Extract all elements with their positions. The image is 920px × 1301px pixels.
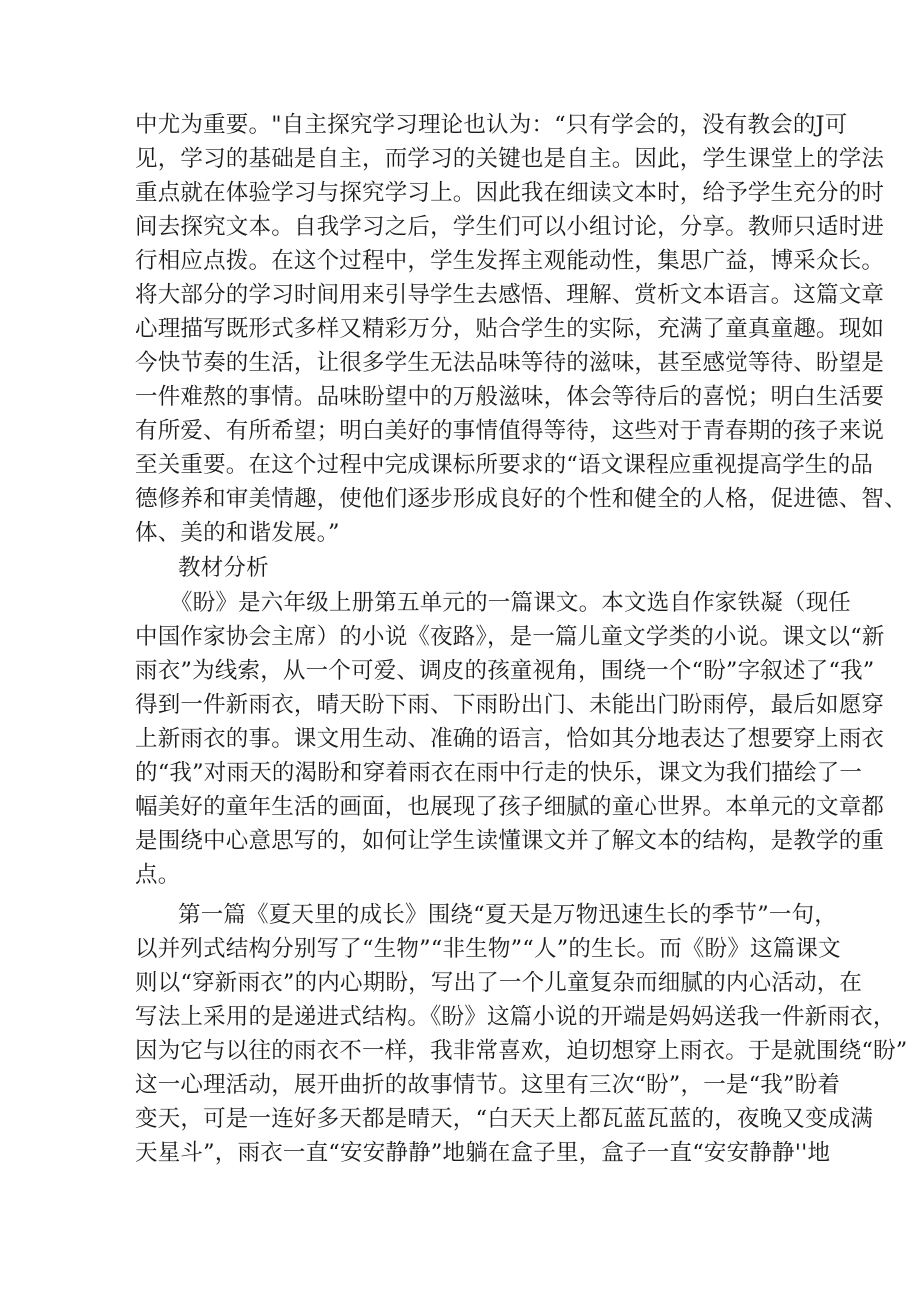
paragraph-line: 点。	[135, 862, 181, 888]
paragraph-line: 中尤为重要。"自主探究学习理论也认为：“只有学会的，没有教会的J可	[135, 112, 848, 138]
paragraph-line: 幅美好的童年生活的画面，也展现了孩子细腻的童心世界。本单元的文章都	[135, 794, 885, 820]
paragraph-line: 雨衣”为线索，从一个可爱、调皮的孩童视角，围绕一个“盼”字叙述了“我”	[135, 658, 875, 684]
paragraph-line: 德修养和审美情趣，使他们逐步形成良好的个性和健全的人格，促进德、智、	[135, 486, 907, 512]
paragraph-line: 体、美的和谐发展。”	[135, 520, 340, 546]
paragraph-line: 《盼》是六年级上册第五单元的一篇课文。本文选自作家铁凝（现任	[170, 590, 852, 616]
paragraph-line: 心理描写既形式多样又精彩万分，贴合学生的实际，充满了童真童趣。现如	[135, 316, 885, 342]
paragraph-line: 这一心理活动，展开曲折的故事情节。这里有三次“盼”，一是“我”盼着	[135, 1072, 841, 1098]
paragraph-line: 有所爱、有所希望；明白美好的事情值得等待，这些对于青春期的孩子来说	[135, 418, 885, 444]
paragraph-line: 得到一件新雨衣，晴天盼下雨、下雨盼出门、未能出门盼雨停，最后如愿穿	[135, 692, 885, 718]
paragraph-line: 行相应点拨。在这个过程中，学生发挥主观能动性，集思广益，博采众长。	[135, 248, 885, 274]
paragraph-line: 变天，可是一连好多天都是晴天，“白天天上都瓦蓝瓦蓝的，夜晚又变成满	[135, 1106, 874, 1132]
paragraph-line: 的“我”对雨天的渴盼和穿着雨衣在雨中行走的快乐，课文为我们描绘了一	[135, 760, 863, 786]
paragraph-line: 以并列式结构分别写了“生物”“非生物”“人”的生长。而《盼》这篇课文	[135, 936, 841, 962]
paragraph-line: 是围绕中心意思写的，如何让学生读懂课文并了解文本的结构，是教学的重	[135, 828, 885, 854]
paragraph-line: 将大部分的学习时间用来引导学生去感悟、理解、赏析文本语言。这篇文章	[135, 282, 885, 308]
section-heading: 教材分析	[178, 555, 269, 581]
paragraph-line: 中国作家协会主席）的小说《夜路》，是一篇儿童文学类的小说。课文以“新	[135, 624, 885, 650]
paragraph-line: 因为它与以往的雨衣不一样，我非常喜欢，迫切想穿上雨衣。于是就围绕“盼”	[135, 1038, 908, 1064]
paragraph-line: 至关重要。在这个过程中完成课标所要求的“语文课程应重视提高学生的品	[135, 452, 874, 478]
paragraph-line: 一件难熬的事情。品味盼望中的万般滋味，体会等待后的喜悦；明白生活要	[135, 384, 885, 410]
paragraph-line: 上新雨衣的事。课文用生动、准确的语言，恰如其分地表达了想要穿上雨衣	[135, 726, 885, 752]
paragraph-line: 第一篇《夏天里的成长》围绕“夏天是万物迅速生长的季节”一句，	[178, 902, 838, 928]
paragraph-line: 今快节奏的生活，让很多学生无法品味等待的滋味，甚至感觉等待、盼望是	[135, 350, 885, 376]
paragraph-line: 间去探究文本。自我学习之后，学生们可以小组讨论，分享。教师只适时进	[135, 214, 885, 240]
paragraph-line: 见，学习的基础是自主，而学习的关键也是自主。因此，学生课堂上的学法	[135, 146, 885, 172]
paragraph-line: 重点就在体验学习与探究学习上。因此我在细读文本时，给予学生充分的时	[135, 180, 885, 206]
paragraph-line: 天星斗”，雨衣一直“安安静静”地躺在盒子里，盒子一直“安安静静''地	[135, 1140, 831, 1166]
paragraph-line: 则以“穿新雨衣”的内心期盼，写出了一个儿童复杂而细腻的内心活动，在	[135, 970, 863, 996]
paragraph-line: 写法上采用的是递进式结构。《盼》这篇小说的开端是妈妈送我一件新雨衣，	[135, 1004, 896, 1030]
